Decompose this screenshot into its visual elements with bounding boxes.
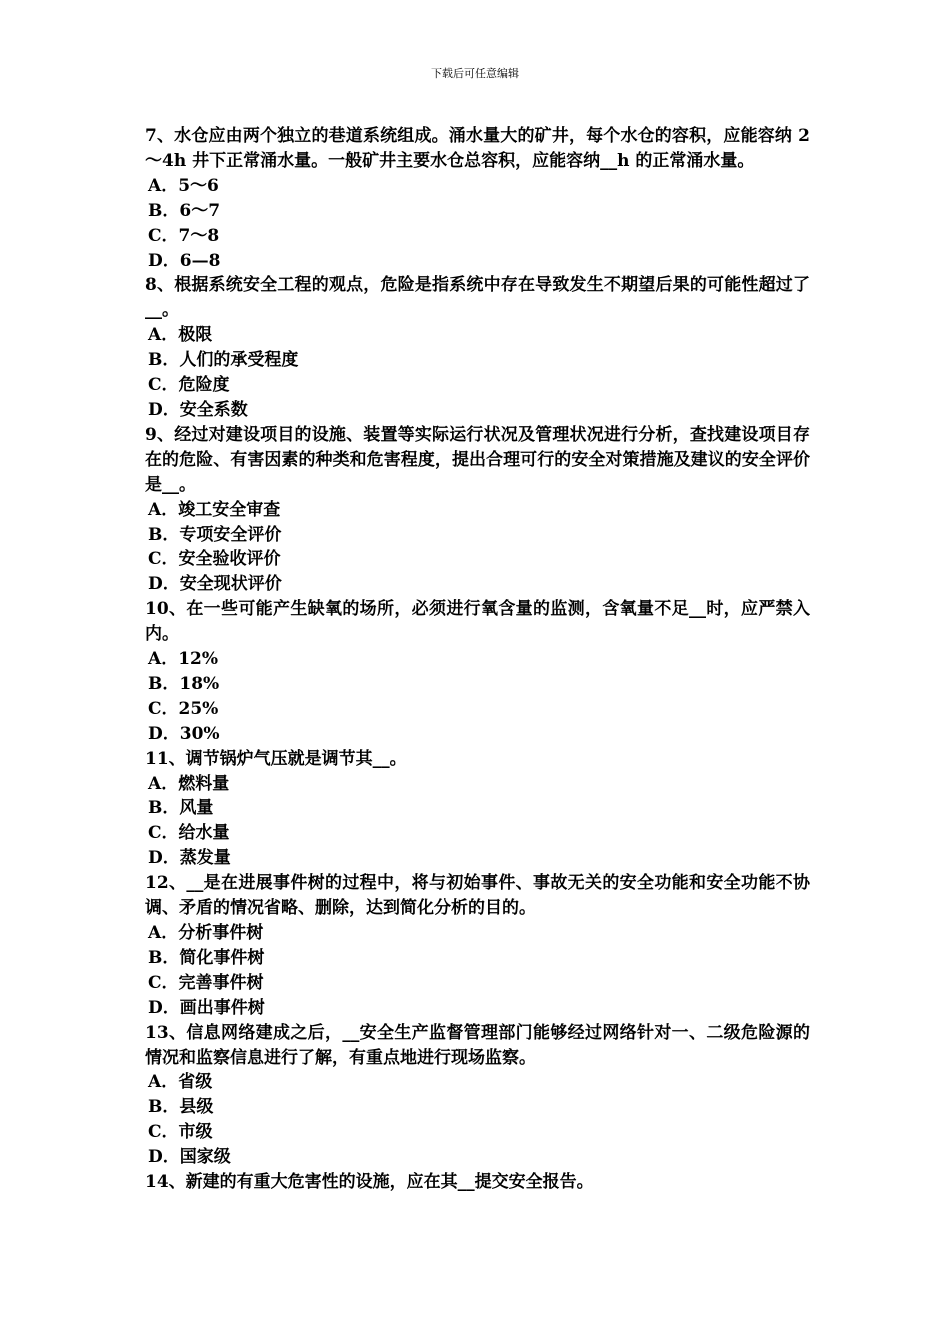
option-b: B．6～7 — [148, 200, 221, 221]
question-10 — [145, 597, 810, 746]
option-a: A．12% — [148, 649, 219, 670]
option-d: D．安全系数 — [148, 399, 248, 420]
option-d: D．蒸发量 — [148, 848, 231, 869]
option-a: A．极限 — [148, 325, 213, 346]
question-9 — [145, 423, 810, 597]
option-c: C．完善事件树 — [148, 972, 264, 993]
option-c: C．危险度 — [148, 375, 230, 396]
page-header: 下载后可任意编辑 — [431, 67, 519, 80]
option-d: D．安全现状评价 — [148, 574, 282, 595]
option-c: C．市级 — [148, 1122, 213, 1143]
option-a: A．分析事件树 — [148, 923, 264, 943]
option-d: D．6—8 — [148, 250, 221, 271]
question-text: 7、水仓应由两个独立的巷道系统组成。涌水量大的矿井，每个水仓的容积，应能容纳 2～4h 井下正常涌水量。一般矿井主要水仓总容积，应能容纳__h 的正常涌水量。 — [145, 126, 810, 171]
option-b: B．县级 — [148, 1097, 214, 1118]
option-d: D．画出事件树 — [148, 997, 265, 1018]
option-b: B．18% — [148, 673, 220, 694]
question-text: 11、调节锅炉气压就是调节其__。 — [145, 748, 407, 769]
question-list — [145, 124, 810, 1195]
question-text: 8、根据系统安全工程的观点，危险是指系统中存在导致发生不期望后果的可能性超过了__。 — [145, 275, 810, 321]
option-b: B．人们的承受程度 — [148, 350, 299, 371]
question-text: 12、__是在进展事件树的过程中，将与初始事件、事故无关的安全功能和安全功能不协调、矛盾的情况省略、删除，达到简化分析的目的。 — [145, 873, 810, 919]
option-a: A．省级 — [148, 1072, 213, 1093]
question-11 — [145, 747, 810, 872]
option-c: C．安全验收评价 — [148, 549, 281, 570]
question-text: 10、在一些可能产生缺氧的场所，必须进行氧含量的监测，含氧量不足__时，应严禁入内。 — [145, 599, 810, 645]
option-c: C．25% — [148, 698, 219, 719]
question-7 — [145, 124, 810, 273]
option-b: B．简化事件树 — [148, 947, 265, 968]
question-text: 13、信息网络建成之后，__安全生产监督管理部门能够经过网络针对一、二级危险源的情况和监察信息进行了解，有重点地进行现场监察。 — [145, 1022, 810, 1068]
option-a: A．燃料量 — [148, 773, 230, 794]
question-12 — [145, 871, 810, 1020]
option-c: C．给水量 — [148, 823, 230, 844]
option-a: A．竣工安全审查 — [148, 499, 281, 520]
question-text: 14、新建的有重大危害性的设施，应在其__提交安全报告。 — [145, 1172, 594, 1193]
question-text: 9、经过对建设项目的设施、装置等实际运行状况及管理状况进行分析，查找建设项目存在的危险、有害因素的种类和危害程度，提出合理可行的安全对策措施及建议的安全评价是__。 — [145, 424, 810, 495]
option-a: A．5～6 — [148, 175, 219, 196]
option-d: D．30% — [148, 723, 220, 744]
question-14 — [145, 1170, 810, 1195]
option-c: C．7～8 — [148, 225, 220, 246]
question-8 — [145, 273, 810, 422]
option-b: B．风量 — [148, 798, 214, 819]
question-13 — [145, 1021, 810, 1170]
option-b: B．专项安全评价 — [148, 524, 282, 545]
option-d: D．国家级 — [148, 1147, 231, 1168]
